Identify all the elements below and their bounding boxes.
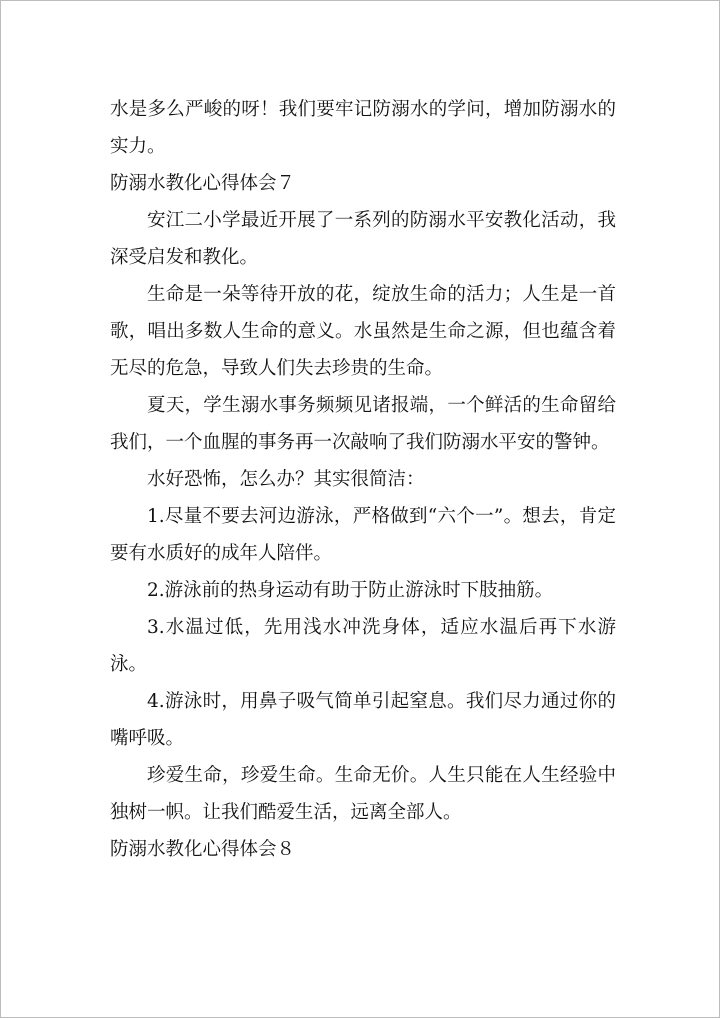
section-heading-8: 防溺水教化心得体会８ [110, 839, 296, 860]
list-item: 1.尽量不要去河边游泳，严格做到“六个一”。想去，肯定要有水质好的成年人陪伴。 [110, 506, 616, 564]
paragraph: 水好恐怖，怎么办？其实很简洁： [147, 469, 425, 490]
paragraph: 夏天，学生溺水事务频频见诸报端，一个鲜活的生命留给我们，一个血腥的事务再一次敲响了我们防溺水平安的警钟。 [110, 395, 616, 453]
list-item: 4.游泳时，用鼻子吸气简单引起窒息。我们尽力通过你的嘴呼吸。 [110, 691, 616, 749]
paragraph: 珍爱生命，珍爱生命。生命无价。人生只能在人生经验中独树一帜。让我们酷爱生活，远离全部人。 [110, 765, 616, 823]
list-item: 3.水温过低，先用浅水冲洗身体，适应水温后再下水游泳。 [110, 617, 616, 675]
paragraph: 安江二小学最近开展了一系列的防溺水平安教化活动，我深受启发和教化。 [110, 210, 616, 268]
paragraph: 生命是一朵等待开放的花，绽放生命的活力；人生是一首歌，唱出多数人生命的意义。水虽然是生命之源，但也蕴含着无尽的危急，导致人们失去珍贵的生命。 [110, 284, 616, 379]
list-item: 2.游泳前的热身运动有助于防止游泳时下肢抽筋。 [147, 580, 554, 601]
document-body [110, 91, 616, 868]
paragraph-intro-end: 水是多么严峻的呀！我们要牢记防溺水的学问，增加防溺水的实力。 [110, 99, 616, 157]
section-heading-7: 防溺水教化心得体会７ [110, 173, 296, 194]
